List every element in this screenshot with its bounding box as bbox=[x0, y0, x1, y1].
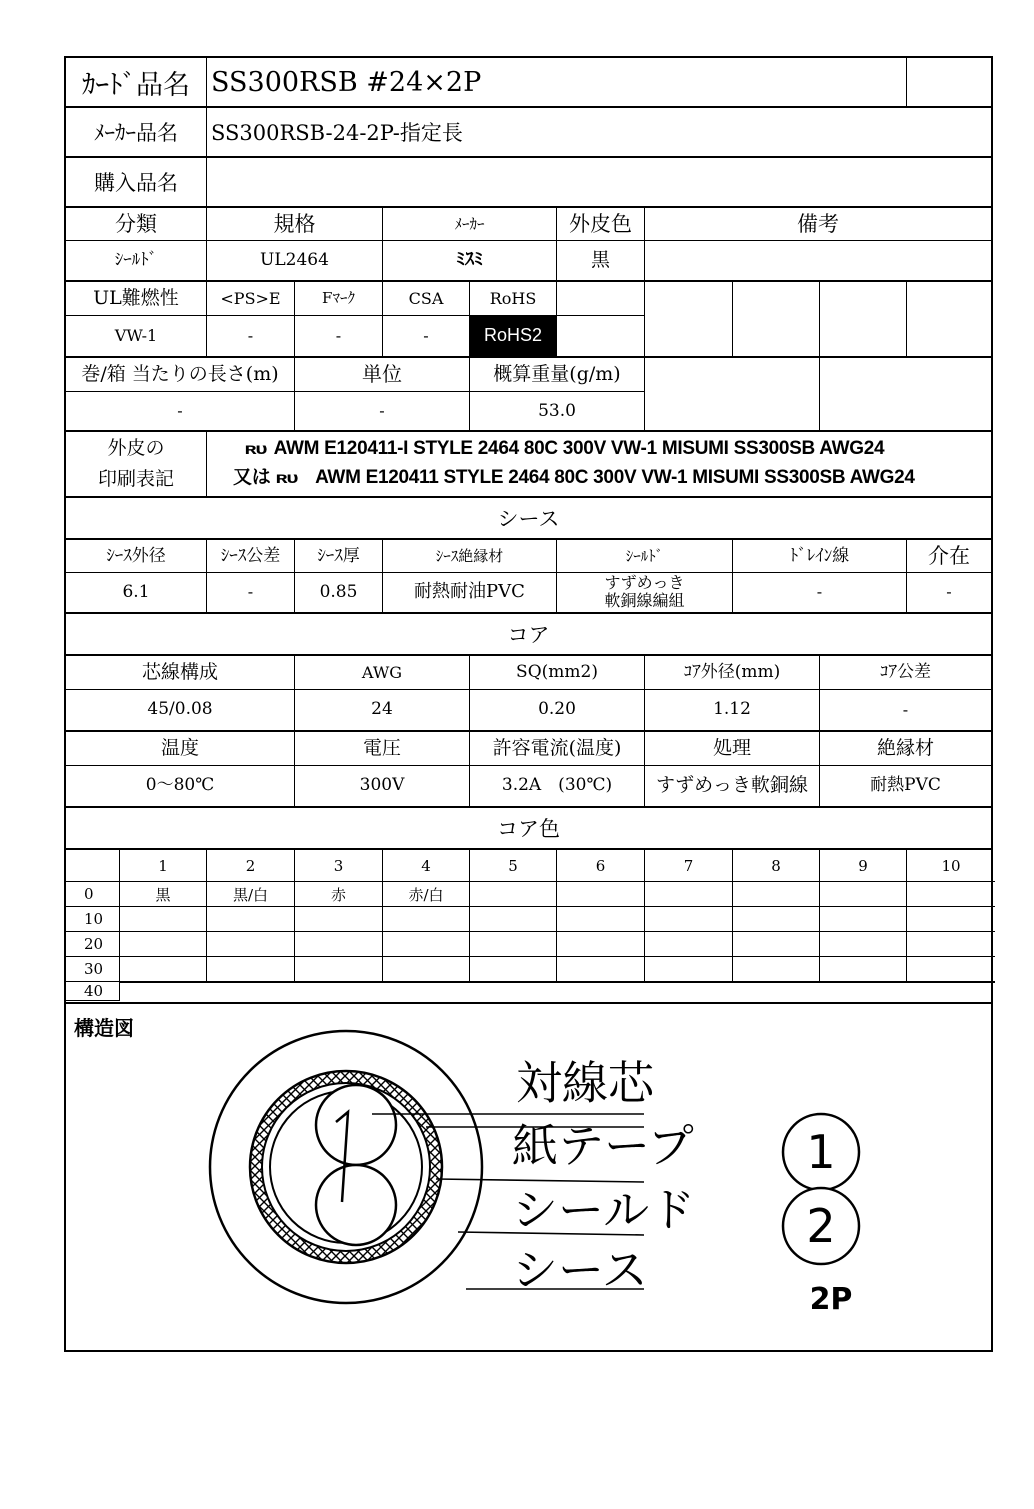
spec3-unit-header: 単位 bbox=[362, 361, 402, 386]
color-grid-col-header: 1 bbox=[120, 850, 207, 882]
sheath-drain-wire-value: - bbox=[816, 582, 823, 601]
color-grid-cell bbox=[120, 982, 207, 983]
purchase-name-row bbox=[66, 158, 991, 208]
purchase-name-label: 購入品名 bbox=[66, 158, 207, 206]
spec1-jacket-color-header: 外皮色 bbox=[569, 212, 632, 236]
spec3-length-header: 巻/箱 当たりの長さ(m) bbox=[81, 362, 279, 385]
spec-block-3 bbox=[66, 358, 991, 432]
color-grid-cell bbox=[820, 932, 907, 957]
maker-name-row bbox=[66, 108, 991, 158]
structure-title: 構造図 bbox=[74, 1016, 134, 1040]
color-grid-cell: 赤 bbox=[295, 882, 383, 907]
color-grid-cell bbox=[733, 982, 820, 983]
spec1-standard-header: 規格 bbox=[273, 212, 316, 236]
sheath-insulation-value: 耐熱耐油PVC bbox=[414, 581, 525, 602]
sheath-insulation bbox=[383, 540, 557, 612]
spec2-csa-value: - bbox=[423, 326, 429, 345]
sheath-filler bbox=[907, 540, 991, 612]
core-voltage-value: 300V bbox=[359, 775, 405, 795]
core-outer-diameter-header: ｺｱ外径(mm) bbox=[683, 662, 781, 682]
color-grid-row-label: 40 bbox=[66, 982, 120, 1001]
spec1-remarks-header: 備考 bbox=[797, 212, 839, 236]
color-grid-cell bbox=[820, 882, 907, 907]
core-awg bbox=[295, 656, 470, 730]
spec1-maker-header: ﾒｰｶｰ bbox=[454, 215, 485, 233]
color-grid-col-header: 5 bbox=[470, 850, 557, 882]
color-grid-cell bbox=[120, 932, 207, 957]
maker-name-value: SS300RSB-24-2P-指定長 bbox=[211, 121, 463, 145]
color-grid-cell bbox=[907, 957, 995, 982]
spec3-unit bbox=[295, 358, 470, 430]
spec3-weight-header: 概算重量(g/m) bbox=[493, 362, 621, 385]
color-grid-cell bbox=[207, 957, 295, 982]
color-grid-cell bbox=[120, 907, 207, 932]
color-grid-cell bbox=[120, 957, 207, 982]
color-grid-cell bbox=[820, 957, 907, 982]
core-block-2 bbox=[66, 732, 991, 808]
core-sq-header: SQ(mm2) bbox=[516, 662, 598, 682]
pair-number-1: 1 bbox=[806, 1125, 836, 1179]
core-treatment-header: 処理 bbox=[712, 737, 751, 759]
spec2-f-mark-value: - bbox=[335, 326, 342, 345]
card-name-label: ｶｰﾄﾞ品名 bbox=[66, 58, 207, 106]
core-temperature bbox=[66, 732, 295, 806]
color-grid-cell bbox=[207, 932, 295, 957]
core-tolerance-value: - bbox=[902, 700, 909, 719]
printing-text bbox=[207, 432, 991, 496]
core-awg-header: AWG bbox=[361, 663, 403, 682]
spec2-rohs-badge: RoHS2 bbox=[470, 315, 556, 356]
maker-name-label: ﾒｰｶｰ品名 bbox=[66, 108, 207, 156]
color-grid-cell bbox=[733, 957, 820, 982]
label-shield: シールド bbox=[512, 1183, 696, 1237]
color-grid-cell bbox=[557, 907, 645, 932]
printing-line-2-text: AWM E120411 STYLE 2464 80C 300V VW-1 MISUMI SS300SB AWG24 bbox=[315, 467, 915, 488]
color-grid-cell bbox=[645, 982, 733, 983]
sheath-shield-value bbox=[604, 572, 684, 612]
core-current-header: 許容電流(温度) bbox=[492, 737, 622, 759]
sheath-shield bbox=[557, 540, 733, 612]
color-grid-cell bbox=[470, 932, 557, 957]
sheath-tolerance bbox=[207, 540, 295, 612]
color-grid-cell bbox=[295, 932, 383, 957]
sheath-thickness bbox=[295, 540, 383, 612]
spec3-length bbox=[66, 358, 295, 430]
spec1-standard-value: UL2464 bbox=[260, 250, 329, 270]
card-name-extra bbox=[907, 58, 991, 106]
core-tolerance bbox=[820, 656, 991, 730]
core-sq-value: 0.20 bbox=[538, 699, 576, 719]
printing-line-2 bbox=[233, 464, 915, 493]
spec3-length-value: - bbox=[177, 400, 183, 420]
printing-line-2-prefix: 又は bbox=[233, 467, 271, 488]
card-name-row bbox=[66, 58, 991, 108]
color-grid-cell bbox=[383, 932, 470, 957]
core-outer-diameter bbox=[645, 656, 820, 730]
spec1-remarks bbox=[645, 208, 991, 280]
sheath-tolerance-value: - bbox=[247, 582, 254, 601]
color-grid-cell bbox=[820, 982, 907, 983]
sheath-shield-value-line1: すずめっき bbox=[604, 573, 685, 592]
spec3-blank-1 bbox=[645, 358, 820, 430]
core-strand-value: 45/0.08 bbox=[147, 699, 213, 719]
pair-number-2: 2 bbox=[806, 1199, 836, 1253]
spec-sheet bbox=[64, 56, 993, 1352]
card-name-value: SS300RSB #24×2P bbox=[207, 58, 907, 106]
color-grid-cell bbox=[907, 882, 995, 907]
sheath-filler-header: 介在 bbox=[928, 544, 970, 568]
spec2-blank-5 bbox=[907, 282, 991, 356]
core-current-value: 3.2A (30℃) bbox=[501, 775, 613, 795]
color-grid-cell bbox=[557, 932, 645, 957]
color-grid-cell bbox=[733, 932, 820, 957]
color-grid-row-label: 10 bbox=[66, 907, 120, 932]
color-grid-col-header: 6 bbox=[557, 850, 645, 882]
spec1-jacket-color bbox=[557, 208, 645, 280]
spec2-blank-1 bbox=[557, 282, 645, 356]
printing-line-1-text: AWM E120411-I STYLE 2464 80C 300V VW-1 MISUMI SS300SB AWG24 bbox=[273, 438, 885, 459]
label-pair-core: 対線芯 bbox=[516, 1056, 654, 1110]
color-grid-col-header: 2 bbox=[207, 850, 295, 882]
color-grid-cell bbox=[557, 882, 645, 907]
color-grid-cell bbox=[470, 982, 557, 983]
spec2-ul-flame bbox=[66, 282, 207, 356]
ul-mark-icon: ʀᴜ bbox=[244, 441, 267, 458]
color-grid-cell bbox=[645, 932, 733, 957]
spec3-weight-value: 53.0 bbox=[538, 400, 576, 421]
sheath-shield-header: ｼｰﾙﾄﾞ bbox=[625, 547, 664, 565]
spec1-maker bbox=[383, 208, 557, 280]
spec2-pse-value: - bbox=[247, 326, 254, 345]
sheath-outer-diameter-header: ｼｰｽ外径 bbox=[106, 546, 166, 566]
color-grid-cell: 黒 bbox=[120, 882, 207, 907]
color-grid-cell bbox=[820, 907, 907, 932]
spec3-unit-value: - bbox=[379, 400, 385, 420]
spec2-blank-2 bbox=[645, 282, 733, 356]
pair-label: 2P bbox=[809, 1282, 853, 1317]
spec3-weight bbox=[470, 358, 645, 430]
spec1-classification-value: ｼｰﾙﾄﾞ bbox=[114, 250, 158, 270]
printing-label bbox=[66, 432, 207, 496]
color-grid-cell bbox=[295, 957, 383, 982]
spec1-jacket-color-value: 黒 bbox=[590, 249, 610, 271]
spec2-blank-4 bbox=[820, 282, 907, 356]
sheath-title: シース bbox=[66, 498, 991, 540]
core-voltage bbox=[295, 732, 470, 806]
color-grid-cell: 黒/白 bbox=[207, 882, 295, 907]
label-paper-tape: 紙テープ bbox=[512, 1119, 694, 1173]
ul-mark-icon-2: ʀᴜ bbox=[275, 470, 298, 487]
core-outer-diameter-value: 1.12 bbox=[713, 699, 751, 719]
color-grid-cell bbox=[383, 982, 470, 983]
structure-diagram bbox=[66, 1004, 991, 1350]
core-awg-value: 24 bbox=[371, 699, 393, 719]
spec2-f-mark-header: Fﾏｰｸ bbox=[322, 289, 355, 307]
sheath-shield-value-line2: 軟銅線編組 bbox=[604, 591, 685, 610]
sheath-outer-diameter-value: 6.1 bbox=[122, 582, 150, 602]
color-grid-row-label: 0 bbox=[66, 882, 120, 907]
color-grid-cell bbox=[557, 957, 645, 982]
color-grid-cell bbox=[645, 882, 733, 907]
color-grid-cell bbox=[907, 907, 995, 932]
color-grid-cell bbox=[470, 882, 557, 907]
spec2-rohs bbox=[470, 282, 557, 356]
spec2-csa-header: CSA bbox=[408, 289, 444, 308]
spec1-classification bbox=[66, 208, 207, 280]
core-treatment-value: すずめっき軟銅線 bbox=[655, 774, 808, 796]
core-insulation bbox=[820, 732, 991, 806]
structure-labels bbox=[512, 1056, 695, 1297]
core-color-grid-inner bbox=[66, 850, 991, 1002]
purchase-name-value bbox=[207, 158, 991, 206]
printing-label-line1: 外皮の bbox=[107, 437, 165, 459]
color-grid-cell bbox=[383, 957, 470, 982]
core-temperature-value: 0～80℃ bbox=[145, 775, 215, 795]
sheath-tolerance-header: ｼｰｽ公差 bbox=[220, 546, 281, 566]
spec2-f-mark bbox=[295, 282, 383, 356]
core-current bbox=[470, 732, 645, 806]
spec2-pse-header: <PS>E bbox=[220, 289, 281, 308]
color-grid-cell bbox=[645, 907, 733, 932]
color-grid-cell bbox=[207, 982, 295, 983]
printing-line-1 bbox=[244, 435, 885, 464]
sheath-thickness-header: ｼｰｽ厚 bbox=[317, 546, 360, 566]
sheath-outer-diameter bbox=[66, 540, 207, 612]
color-grid-cell bbox=[383, 907, 470, 932]
printing-row bbox=[66, 432, 991, 498]
core-treatment bbox=[645, 732, 820, 806]
core-color-grid bbox=[66, 850, 991, 1004]
color-grid-cell bbox=[733, 882, 820, 907]
spec1-maker-value: ﾐｽﾐ bbox=[456, 249, 483, 270]
spec2-pse bbox=[207, 282, 295, 356]
core-sq bbox=[470, 656, 645, 730]
color-grid-cell bbox=[295, 982, 383, 983]
color-grid-cell bbox=[907, 932, 995, 957]
sheath-drain-wire bbox=[733, 540, 907, 612]
color-grid-row-label: 20 bbox=[66, 932, 120, 957]
color-grid-corner bbox=[66, 850, 120, 882]
spec2-blank-3 bbox=[733, 282, 820, 356]
core-strand bbox=[66, 656, 295, 730]
sheath-thickness-value: 0.85 bbox=[319, 582, 358, 602]
core-voltage-header: 電圧 bbox=[362, 737, 401, 759]
sheath-block bbox=[66, 540, 991, 614]
color-grid-cell bbox=[907, 982, 995, 983]
color-grid-cell bbox=[207, 907, 295, 932]
sheath-insulation-header: ｼｰｽ絶縁材 bbox=[435, 547, 504, 565]
color-grid-cell bbox=[557, 982, 645, 983]
color-grid-row-label: 30 bbox=[66, 957, 120, 982]
color-grid-col-header: 3 bbox=[295, 850, 383, 882]
core-insulation-header: 絶縁材 bbox=[876, 737, 934, 759]
spec2-csa bbox=[383, 282, 470, 356]
color-grid-cell bbox=[470, 907, 557, 932]
spec2-ul-flame-value: VW-1 bbox=[114, 326, 158, 345]
color-grid-cell bbox=[295, 907, 383, 932]
color-grid-cell bbox=[470, 957, 557, 982]
color-grid-col-header: 9 bbox=[820, 850, 907, 882]
color-grid-cell bbox=[645, 957, 733, 982]
core-temperature-header: 温度 bbox=[160, 737, 199, 759]
cable-cross-section bbox=[210, 1031, 482, 1303]
color-grid-col-header: 4 bbox=[383, 850, 470, 882]
spec-block-1 bbox=[66, 208, 991, 282]
spec1-classification-header: 分類 bbox=[115, 212, 157, 236]
core-strand-header: 芯線構成 bbox=[141, 661, 218, 683]
sheath-filler-value: - bbox=[946, 582, 952, 601]
sheath-drain-wire-header: ﾄﾞﾚｲﾝ線 bbox=[789, 546, 850, 566]
color-grid-col-header: 10 bbox=[907, 850, 995, 882]
core-block-1 bbox=[66, 656, 991, 732]
printing-label-line2: 印刷表記 bbox=[97, 468, 174, 490]
core-title: コア bbox=[66, 614, 991, 656]
spec-block-2 bbox=[66, 282, 991, 358]
spec2-ul-flame-header: UL難燃性 bbox=[93, 287, 179, 309]
color-grid-cell: 赤/白 bbox=[383, 882, 470, 907]
color-grid-col-header: 7 bbox=[645, 850, 733, 882]
spec1-standard bbox=[207, 208, 383, 280]
core-tolerance-header: ｺｱ公差 bbox=[880, 662, 931, 682]
spec3-blank-2 bbox=[820, 358, 991, 430]
core-insulation-value: 耐熱PVC bbox=[870, 775, 941, 795]
core-color-title: コア色 bbox=[66, 808, 991, 850]
color-grid-col-header: 8 bbox=[733, 850, 820, 882]
label-sheath: シース bbox=[512, 1243, 648, 1297]
pair-diagram bbox=[783, 1114, 859, 1317]
spec2-rohs-header: RoHS bbox=[489, 289, 537, 308]
color-grid-cell bbox=[733, 907, 820, 932]
structure-section bbox=[66, 1004, 991, 1350]
